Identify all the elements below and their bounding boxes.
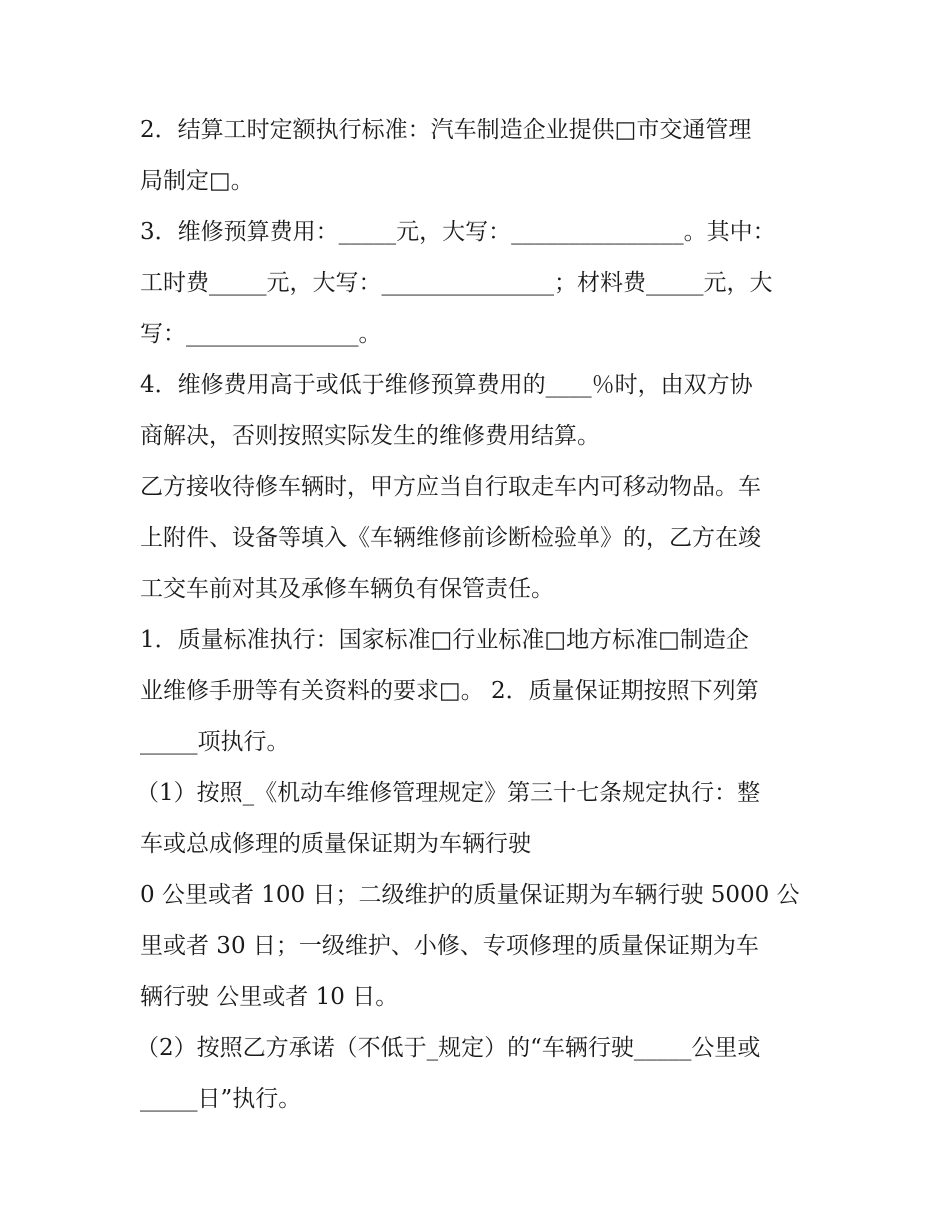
text-line: （2）按照乙方承诺（不低于_规定）的“车辆行驶_____公里或: [136, 1035, 761, 1061]
text-line: 车或总成修理的质量保证期为车辆行驶: [140, 831, 531, 857]
text-line: （1）按照_《机动车维修管理规定》第三十七条规定执行：整: [136, 780, 761, 806]
text-line: 局制定□。: [140, 168, 254, 194]
text-line: 商解决，否则按照实际发生的维修费用结算。: [140, 423, 600, 449]
text-line: 里或者 30 日；一级维护、小修、专项修理的质量保证期为车: [140, 933, 759, 959]
text-line: 工交车前对其及承修车辆负有保管责任。: [140, 576, 554, 602]
text-line: 写：_______________。: [140, 321, 382, 347]
text-line: 0 公里或者 100 日；二级维护的质量保证期为车辆行驶 5000 公: [140, 882, 800, 908]
text-line: _____日”执行。: [140, 1086, 302, 1112]
text-line: _____项执行。: [140, 729, 290, 755]
text-line: 1．质量标准执行：国家标准□行业标准□地方标准□制造企: [140, 627, 749, 653]
text-line: 2．结算工时定额执行标准：汽车制造企业提供□市交通管理: [140, 117, 752, 143]
text-line: 工时费_____元，大写：_______________；材料费_____元，大: [140, 270, 773, 296]
text-line: 上附件、设备等填入《车辆维修前诊断检验单》的，乙方在竣: [140, 525, 761, 551]
text-line: 业维修手册等有关资料的要求□。 2．质量保证期按照下列第: [140, 678, 759, 704]
text-line: 3．维修预算费用：_____元，大写：_______________。其中：: [140, 219, 776, 245]
document-body: [136, 105, 820, 1125]
text-line: 辆行驶 公里或者 10 日。: [140, 984, 399, 1010]
text-line: 4．维修费用高于或低于维修预算费用的____％时，由双方协: [140, 372, 753, 398]
text-line: 乙方接收待修车辆时，甲方应当自行取走车内可移动物品。车: [140, 474, 761, 500]
